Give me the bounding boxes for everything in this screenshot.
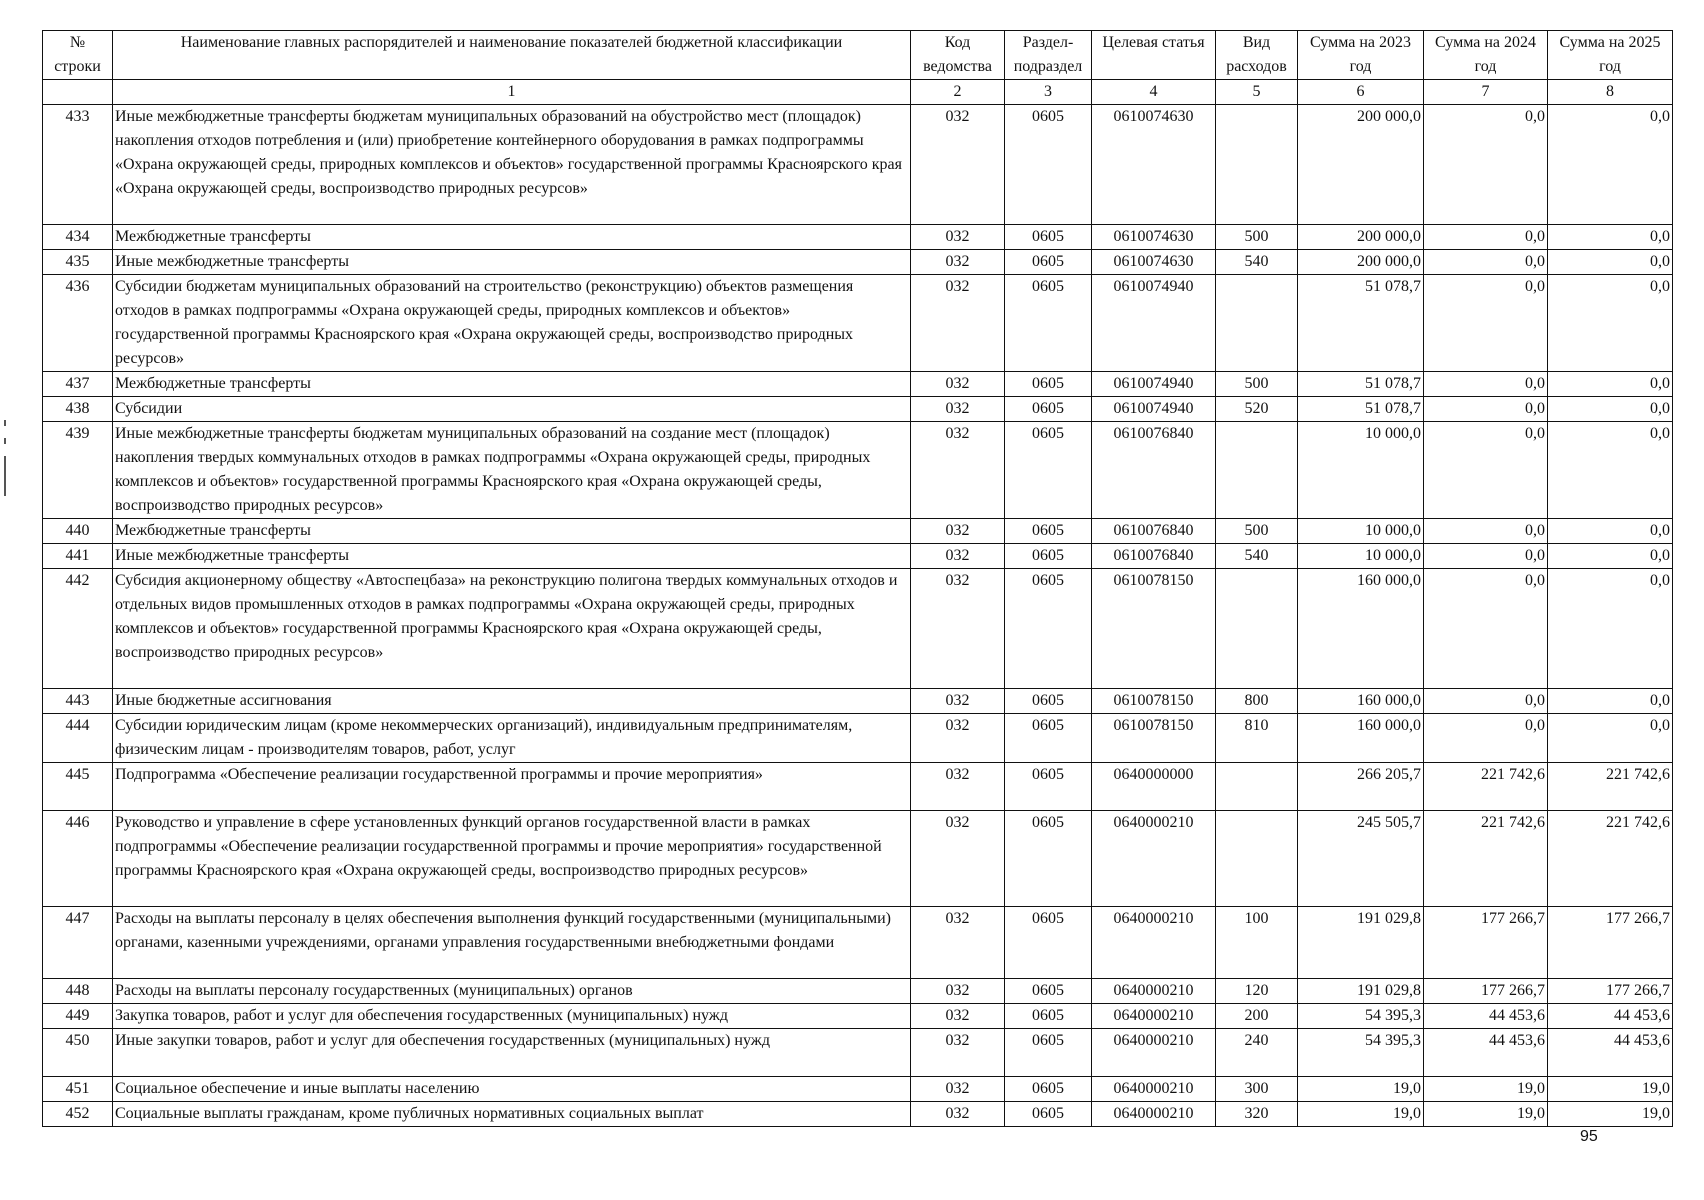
- row-sum-2023: 191 029,8: [1298, 907, 1424, 979]
- row-sum-2023: 160 000,0: [1298, 714, 1424, 763]
- row-kind: 200: [1216, 1004, 1298, 1029]
- row-sum-2024: 0,0: [1424, 372, 1548, 397]
- row-code: 032: [911, 811, 1005, 907]
- row-code: 032: [911, 689, 1005, 714]
- row-kind: 500: [1216, 519, 1298, 544]
- row-name: Иные межбюджетные трансферты: [113, 250, 911, 275]
- row-sum-2023: 200 000,0: [1298, 105, 1424, 225]
- row-target: 0610076840: [1092, 519, 1216, 544]
- table-row: [43, 763, 1673, 811]
- row-sum-2023: 54 395,3: [1298, 1029, 1424, 1077]
- row-sum-2025: 221 742,6: [1548, 763, 1673, 811]
- row-number: 452: [43, 1102, 113, 1127]
- row-sum-2024: 44 453,6: [1424, 1029, 1548, 1077]
- row-number: 437: [43, 372, 113, 397]
- row-section: 0605: [1005, 544, 1092, 569]
- row-section: 0605: [1005, 1102, 1092, 1127]
- row-sum-2024: 0,0: [1424, 225, 1548, 250]
- row-number: 443: [43, 689, 113, 714]
- row-section: 0605: [1005, 907, 1092, 979]
- row-sum-2023: 51 078,7: [1298, 275, 1424, 372]
- row-kind: 300: [1216, 1077, 1298, 1102]
- row-sum-2025: 0,0: [1548, 544, 1673, 569]
- header-sum-2025: Сумма на 2025 год: [1548, 31, 1673, 80]
- row-sum-2025: 0,0: [1548, 225, 1673, 250]
- row-sum-2025: 0,0: [1548, 372, 1673, 397]
- row-code: 032: [911, 569, 1005, 689]
- row-kind: [1216, 763, 1298, 811]
- row-sum-2024: 0,0: [1424, 569, 1548, 689]
- row-name: Руководство и управление в сфере установленных функций органов государственной власти в рамках подпрограммы «Обеспечение реализации государственной программы и прочие мероприятия» государственной программы Красноярского края «Охрана окружающей среды, воспроизводство природных ресурсов»: [113, 811, 911, 907]
- row-sum-2025: 44 453,6: [1548, 1029, 1673, 1077]
- row-section: 0605: [1005, 519, 1092, 544]
- row-sum-2023: 266 205,7: [1298, 763, 1424, 811]
- row-target: 0640000210: [1092, 979, 1216, 1004]
- header-target: Целевая статья: [1092, 31, 1216, 80]
- row-number: 442: [43, 569, 113, 689]
- header-section: Раздел-подраздел: [1005, 31, 1092, 80]
- row-target: 0610078150: [1092, 689, 1216, 714]
- row-section: 0605: [1005, 979, 1092, 1004]
- row-kind: [1216, 275, 1298, 372]
- row-name: Закупка товаров, работ и услуг для обеспечения государственных (муниципальных) нужд: [113, 1004, 911, 1029]
- row-kind: 500: [1216, 225, 1298, 250]
- budget-table: [42, 30, 1673, 1127]
- row-name: Расходы на выплаты персоналу в целях обеспечения выполнения функций государственными (муниципальными) органами, казенными учреждениями, органами управления государственными внебюджетными фондами: [113, 907, 911, 979]
- row-code: 032: [911, 397, 1005, 422]
- row-kind: 810: [1216, 714, 1298, 763]
- row-number: 434: [43, 225, 113, 250]
- row-section: 0605: [1005, 225, 1092, 250]
- row-kind: 520: [1216, 397, 1298, 422]
- row-code: 032: [911, 275, 1005, 372]
- row-name: Расходы на выплаты персоналу государственных (муниципальных) органов: [113, 979, 911, 1004]
- row-sum-2024: 177 266,7: [1424, 907, 1548, 979]
- margin-mark: [4, 456, 6, 496]
- row-number: 451: [43, 1077, 113, 1102]
- row-sum-2023: 54 395,3: [1298, 1004, 1424, 1029]
- row-name: Социальное обеспечение и иные выплаты населению: [113, 1077, 911, 1102]
- row-number: 447: [43, 907, 113, 979]
- header-kind: Вид расходов: [1216, 31, 1298, 80]
- row-name: Иные бюджетные ассигнования: [113, 689, 911, 714]
- margin-mark: [4, 438, 6, 444]
- row-code: 032: [911, 250, 1005, 275]
- row-number: 433: [43, 105, 113, 225]
- row-name: Субсидия акционерному обществу «Автоспецбаза» на реконструкцию полигона твердых коммунальных отходов и отдельных видов промышленных отходов в рамках подпрограммы «Охрана окружающей среды, природных комплексов и объектов» государственной программы Красноярского края «Охрана окружающей среды, воспроизводство природных ресурсов»: [113, 569, 911, 689]
- row-sum-2023: 160 000,0: [1298, 689, 1424, 714]
- row-sum-2025: 0,0: [1548, 689, 1673, 714]
- row-sum-2024: 0,0: [1424, 422, 1548, 519]
- row-code: 032: [911, 1102, 1005, 1127]
- row-target: 0610074630: [1092, 250, 1216, 275]
- row-sum-2023: 10 000,0: [1298, 544, 1424, 569]
- row-sum-2024: 221 742,6: [1424, 811, 1548, 907]
- table-row: [43, 105, 1673, 225]
- row-target: 0640000000: [1092, 763, 1216, 811]
- table-row: [43, 1004, 1673, 1029]
- row-code: 032: [911, 519, 1005, 544]
- row-name: Подпрограмма «Обеспечение реализации государственной программы и прочие мероприятия»: [113, 763, 911, 811]
- column-index-row: [43, 80, 1673, 105]
- row-sum-2025: 177 266,7: [1548, 979, 1673, 1004]
- row-kind: [1216, 422, 1298, 519]
- row-section: 0605: [1005, 422, 1092, 519]
- row-kind: 100: [1216, 907, 1298, 979]
- row-kind: 120: [1216, 979, 1298, 1004]
- header-sum-2024: Сумма на 2024 год: [1424, 31, 1548, 80]
- row-code: 032: [911, 1077, 1005, 1102]
- row-sum-2025: 0,0: [1548, 714, 1673, 763]
- row-sum-2025: 0,0: [1548, 569, 1673, 689]
- row-sum-2024: 0,0: [1424, 397, 1548, 422]
- row-name: Межбюджетные трансферты: [113, 372, 911, 397]
- row-sum-2024: 0,0: [1424, 544, 1548, 569]
- page-number: 95: [1580, 1128, 1598, 1145]
- row-sum-2025: 19,0: [1548, 1077, 1673, 1102]
- row-target: 0610076840: [1092, 544, 1216, 569]
- row-section: 0605: [1005, 1077, 1092, 1102]
- header-num: № строки: [43, 31, 113, 80]
- row-name: Межбюджетные трансферты: [113, 519, 911, 544]
- row-number: 438: [43, 397, 113, 422]
- row-kind: [1216, 105, 1298, 225]
- row-target: 0610074630: [1092, 105, 1216, 225]
- row-sum-2025: 0,0: [1548, 250, 1673, 275]
- row-target: 0610074630: [1092, 225, 1216, 250]
- row-section: 0605: [1005, 372, 1092, 397]
- row-sum-2025: 0,0: [1548, 275, 1673, 372]
- row-code: 032: [911, 225, 1005, 250]
- row-sum-2025: 0,0: [1548, 105, 1673, 225]
- column-index: 1: [113, 80, 911, 105]
- column-index: 5: [1216, 80, 1298, 105]
- table-row: [43, 689, 1673, 714]
- row-name: Субсидии бюджетам муниципальных образований на строительство (реконструкцию) объектов размещения отходов в рамках подпрограммы «Охрана окружающей среды, природных комплексов и объектов» государственной программы Красноярского края «Охрана окружающей среды, воспроизводство природных ресурсов»: [113, 275, 911, 372]
- row-kind: 320: [1216, 1102, 1298, 1127]
- table-row: [43, 569, 1673, 689]
- table-row: [43, 422, 1673, 519]
- row-name: Иные закупки товаров, работ и услуг для обеспечения государственных (муниципальных) нужд: [113, 1029, 911, 1077]
- row-sum-2025: 0,0: [1548, 519, 1673, 544]
- row-code: 032: [911, 907, 1005, 979]
- row-target: 0610078150: [1092, 714, 1216, 763]
- row-sum-2023: 191 029,8: [1298, 979, 1424, 1004]
- row-kind: [1216, 569, 1298, 689]
- row-sum-2024: 177 266,7: [1424, 979, 1548, 1004]
- header-sum-2023: Сумма на 2023 год: [1298, 31, 1424, 80]
- row-target: 0640000210: [1092, 1029, 1216, 1077]
- row-number: 445: [43, 763, 113, 811]
- table-row: [43, 979, 1673, 1004]
- row-section: 0605: [1005, 1029, 1092, 1077]
- table-row: [43, 1102, 1673, 1127]
- row-kind: 800: [1216, 689, 1298, 714]
- column-index: 4: [1092, 80, 1216, 105]
- header-code: Код ведомства: [911, 31, 1005, 80]
- row-name: Социальные выплаты гражданам, кроме публичных нормативных социальных выплат: [113, 1102, 911, 1127]
- row-section: 0605: [1005, 763, 1092, 811]
- row-target: 0640000210: [1092, 811, 1216, 907]
- table-row: [43, 519, 1673, 544]
- row-number: 444: [43, 714, 113, 763]
- row-section: 0605: [1005, 1004, 1092, 1029]
- row-number: 450: [43, 1029, 113, 1077]
- row-section: 0605: [1005, 105, 1092, 225]
- row-sum-2024: 0,0: [1424, 689, 1548, 714]
- row-number: 439: [43, 422, 113, 519]
- row-sum-2024: 19,0: [1424, 1077, 1548, 1102]
- row-code: 032: [911, 422, 1005, 519]
- table-row: [43, 397, 1673, 422]
- row-sum-2023: 10 000,0: [1298, 519, 1424, 544]
- row-name: Иные межбюджетные трансферты бюджетам муниципальных образований на обустройство мест (площадок) накопления отходов потребления и (или) приобретение контейнерного оборудования в рамках подпрограммы «Охрана окружающей среды, природных комплексов и объектов» государственной программы Красноярского края «Охрана окружающей среды, воспроизводство природных ресурсов»: [113, 105, 911, 225]
- column-index: 7: [1424, 80, 1548, 105]
- row-target: 0610074940: [1092, 372, 1216, 397]
- column-index: 2: [911, 80, 1005, 105]
- row-code: 032: [911, 372, 1005, 397]
- row-sum-2023: 10 000,0: [1298, 422, 1424, 519]
- row-target: 0640000210: [1092, 907, 1216, 979]
- row-target: 0640000210: [1092, 1004, 1216, 1029]
- row-target: 0610078150: [1092, 569, 1216, 689]
- row-sum-2024: 0,0: [1424, 250, 1548, 275]
- column-index: 3: [1005, 80, 1092, 105]
- table-row: [43, 1029, 1673, 1077]
- row-sum-2024: 44 453,6: [1424, 1004, 1548, 1029]
- row-target: 0610076840: [1092, 422, 1216, 519]
- table-row: [43, 250, 1673, 275]
- row-number: 440: [43, 519, 113, 544]
- row-sum-2023: 19,0: [1298, 1077, 1424, 1102]
- row-kind: 240: [1216, 1029, 1298, 1077]
- row-kind: [1216, 811, 1298, 907]
- row-sum-2023: 200 000,0: [1298, 225, 1424, 250]
- row-sum-2023: 51 078,7: [1298, 372, 1424, 397]
- row-sum-2024: 221 742,6: [1424, 763, 1548, 811]
- row-name: Межбюджетные трансферты: [113, 225, 911, 250]
- row-sum-2023: 160 000,0: [1298, 569, 1424, 689]
- row-target: 0640000210: [1092, 1077, 1216, 1102]
- row-number: 436: [43, 275, 113, 372]
- row-code: 032: [911, 763, 1005, 811]
- row-number: 446: [43, 811, 113, 907]
- row-sum-2023: 245 505,7: [1298, 811, 1424, 907]
- row-sum-2025: 221 742,6: [1548, 811, 1673, 907]
- table-row: [43, 372, 1673, 397]
- row-section: 0605: [1005, 714, 1092, 763]
- row-name: Иные межбюджетные трансферты бюджетам муниципальных образований на создание мест (площадок) накопления твердых коммунальных отходов в рамках подпрограммы «Охрана окружающей среды, природных комплексов и объектов» государственной программы Красноярского края «Охрана окружающей среды, воспроизводство природных ресурсов»: [113, 422, 911, 519]
- row-kind: 540: [1216, 250, 1298, 275]
- row-section: 0605: [1005, 397, 1092, 422]
- table-row: [43, 907, 1673, 979]
- row-name: Субсидии: [113, 397, 911, 422]
- row-name: Иные межбюджетные трансферты: [113, 544, 911, 569]
- row-section: 0605: [1005, 250, 1092, 275]
- row-target: 0610074940: [1092, 275, 1216, 372]
- column-index: 6: [1298, 80, 1424, 105]
- table-row: [43, 544, 1673, 569]
- table-row: [43, 225, 1673, 250]
- row-sum-2023: 51 078,7: [1298, 397, 1424, 422]
- table-row: [43, 714, 1673, 763]
- row-sum-2024: 0,0: [1424, 519, 1548, 544]
- table-row: [43, 811, 1673, 907]
- row-code: 032: [911, 979, 1005, 1004]
- row-section: 0605: [1005, 689, 1092, 714]
- row-code: 032: [911, 1029, 1005, 1077]
- table-row: [43, 275, 1673, 372]
- table-row: [43, 1077, 1673, 1102]
- row-sum-2025: 0,0: [1548, 397, 1673, 422]
- row-sum-2024: 0,0: [1424, 714, 1548, 763]
- row-section: 0605: [1005, 569, 1092, 689]
- row-kind: 540: [1216, 544, 1298, 569]
- row-sum-2024: 0,0: [1424, 105, 1548, 225]
- row-code: 032: [911, 105, 1005, 225]
- row-target: 0610074940: [1092, 397, 1216, 422]
- row-sum-2023: 19,0: [1298, 1102, 1424, 1127]
- row-sum-2024: 0,0: [1424, 275, 1548, 372]
- row-sum-2025: 44 453,6: [1548, 1004, 1673, 1029]
- row-name: Субсидии юридическим лицам (кроме некоммерческих организаций), индивидуальным предпринимателям, физическим лицам - производителям товаров, работ, услуг: [113, 714, 911, 763]
- row-number: 448: [43, 979, 113, 1004]
- row-sum-2025: 19,0: [1548, 1102, 1673, 1127]
- row-sum-2023: 200 000,0: [1298, 250, 1424, 275]
- row-code: 032: [911, 544, 1005, 569]
- row-target: 0640000210: [1092, 1102, 1216, 1127]
- row-number: 449: [43, 1004, 113, 1029]
- row-number: 435: [43, 250, 113, 275]
- row-sum-2025: 177 266,7: [1548, 907, 1673, 979]
- row-sum-2025: 0,0: [1548, 422, 1673, 519]
- column-index-blank: [43, 80, 113, 105]
- column-index: 8: [1548, 80, 1673, 105]
- row-code: 032: [911, 1004, 1005, 1029]
- header-row: [43, 31, 1673, 80]
- row-code: 032: [911, 714, 1005, 763]
- header-name: Наименование главных распорядителей и наименование показателей бюджетной классификации: [113, 31, 911, 80]
- row-number: 441: [43, 544, 113, 569]
- row-kind: 500: [1216, 372, 1298, 397]
- row-sum-2024: 19,0: [1424, 1102, 1548, 1127]
- margin-mark: [4, 420, 6, 426]
- row-section: 0605: [1005, 811, 1092, 907]
- row-section: 0605: [1005, 275, 1092, 372]
